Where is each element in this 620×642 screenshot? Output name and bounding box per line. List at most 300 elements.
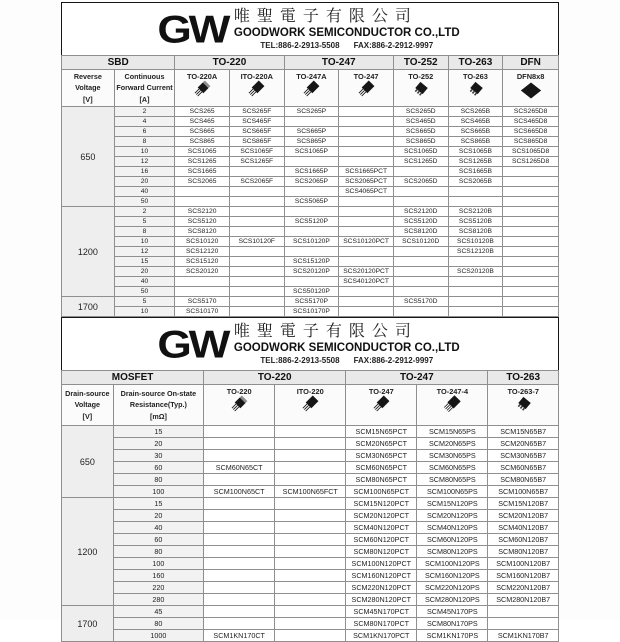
part-number-cell: SCM220N120PCT (346, 582, 417, 594)
empty-cell (503, 297, 559, 307)
table-row (62, 582, 559, 594)
part-number-cell: SCM80N65PS (417, 474, 488, 486)
part-number-cell: SCS50120P (284, 287, 339, 297)
company-header (61, 2, 559, 55)
package-header-to-263-7 (488, 385, 559, 426)
group-header-to-263: TO-263 (488, 371, 559, 385)
empty-cell (275, 546, 346, 558)
empty-cell (284, 207, 339, 217)
table-row (62, 450, 559, 462)
part-number-cell: SCM60N65PCT (346, 462, 417, 474)
empty-cell (503, 217, 559, 227)
empty-cell (284, 247, 339, 257)
part-number-cell: SCS10170P (284, 307, 339, 317)
part-number-cell: SCS665D (393, 127, 448, 137)
rating-cell: 2 (114, 107, 175, 117)
empty-cell (229, 277, 284, 287)
empty-cell (448, 307, 503, 317)
part-number-cell: SCM1KN170PS (417, 630, 488, 642)
part-number-cell: SCS1265 (175, 157, 230, 167)
part-number-cell: SCM80N170PCT (346, 618, 417, 630)
empty-cell (448, 297, 503, 307)
part-number-cell: SCS10120F (229, 237, 284, 247)
empty-cell (204, 606, 275, 618)
part-number-cell: SCM160N120PCT (346, 570, 417, 582)
part-number-cell: SCS2120 (175, 207, 230, 217)
sbd-product-table (61, 55, 559, 317)
table-row (62, 438, 559, 450)
rating-cell: 50 (114, 197, 175, 207)
part-number-cell: SCS1665PCT (339, 167, 394, 177)
rating-cell: 12 (114, 247, 175, 257)
rating-cell: 1000 (113, 630, 203, 642)
table-row (62, 486, 559, 498)
rating-cell: 40 (114, 187, 175, 197)
empty-cell (488, 618, 559, 630)
empty-cell (339, 247, 394, 257)
voltage-cell: 1700 (62, 606, 114, 642)
part-number-cell: SCM100N65PS (417, 486, 488, 498)
voltage-column-header: Drain-source Voltage [V] (62, 385, 114, 426)
part-number-cell: SCM15N120PS (417, 498, 488, 510)
company-fax: FAX:886-2-2912-9997 (353, 40, 434, 50)
table-row (62, 137, 559, 147)
rating-cell: 20 (114, 177, 175, 187)
empty-cell (229, 187, 284, 197)
table-row (62, 510, 559, 522)
part-number-cell: SCS40120PCT (339, 277, 394, 287)
part-number-cell: SCS2065PCT (339, 177, 394, 187)
part-number-cell: SCS2065P (284, 177, 339, 187)
part-number-cell: SCM20N65PCT (346, 438, 417, 450)
part-number-cell: SCS1665B (448, 167, 503, 177)
package-label: TO-247A (296, 72, 327, 81)
empty-cell (503, 267, 559, 277)
part-number-cell: SCM20N120PS (417, 510, 488, 522)
empty-cell (204, 450, 275, 462)
ito-220-icon (275, 397, 345, 413)
empty-cell (393, 287, 448, 297)
part-number-cell: SCS20120B (448, 267, 503, 277)
part-number-cell: SCS8120 (175, 227, 230, 237)
part-number-cell: SCS665P (284, 127, 339, 137)
part-number-cell: SCM1KN170CT (204, 630, 275, 642)
part-number-cell: SCS5120P (284, 217, 339, 227)
group-header-dfn: DFN (503, 56, 559, 70)
table-row (62, 207, 559, 217)
rating-cell: 30 (113, 450, 203, 462)
package-label: TO-247 (368, 387, 394, 396)
empty-cell (339, 307, 394, 317)
rating-cell: 160 (113, 570, 203, 582)
part-number-cell: SCS465D (393, 117, 448, 127)
empty-cell (339, 117, 394, 127)
part-number-cell: SCS20120P (284, 267, 339, 277)
empty-cell (284, 187, 339, 197)
empty-cell (503, 187, 559, 197)
part-number-cell: SCS265P (284, 107, 339, 117)
empty-cell (204, 582, 275, 594)
company-name-zh: 唯聖電子有限公司 (233, 8, 418, 26)
empty-cell (275, 594, 346, 606)
part-number-cell: SCS665D8 (503, 127, 559, 137)
package-label: ITO-220A (240, 72, 273, 81)
table-row (62, 277, 559, 287)
empty-cell (488, 606, 559, 618)
part-number-cell: SCM100N65FCT (275, 486, 346, 498)
empty-cell (275, 438, 346, 450)
package-label: DFN8x8 (516, 72, 545, 81)
rating-cell: 80 (113, 474, 203, 486)
part-number-cell: SCS10120B (448, 237, 503, 247)
empty-cell (393, 257, 448, 267)
empty-cell (393, 267, 448, 277)
part-number-cell: SCM15N65PS (417, 426, 488, 438)
voltage-cell: 1700 (62, 297, 115, 317)
part-number-cell: SCS1265B (448, 157, 503, 167)
empty-cell (275, 510, 346, 522)
empty-cell (275, 450, 346, 462)
empty-cell (229, 227, 284, 237)
company-name-zh: 唯聖電子有限公司 (233, 323, 418, 341)
group-header-sbd: SBD (62, 56, 175, 70)
empty-cell (448, 287, 503, 297)
empty-cell (275, 498, 346, 510)
part-number-cell: SCS1065 (175, 147, 230, 157)
part-number-cell: SCM20N120PCT (346, 510, 417, 522)
table-row (62, 177, 559, 187)
table-row (62, 462, 559, 474)
part-number-cell: SCS1065F (229, 147, 284, 157)
part-number-cell: SCM280N120PS (417, 594, 488, 606)
part-number-cell: SCM20N120B7 (488, 510, 559, 522)
part-number-cell: SCM80N65B7 (488, 474, 559, 486)
part-number-cell: SCS1265D (393, 157, 448, 167)
part-number-cell: SCM80N120PCT (346, 546, 417, 558)
rating-cell: 20 (113, 510, 203, 522)
rating-cell: 280 (113, 594, 203, 606)
rating-cell: 10 (114, 147, 175, 157)
empty-cell (275, 630, 346, 642)
part-number-cell: SCM100N120B7 (488, 558, 559, 570)
dfn8x8-icon (503, 82, 558, 99)
empty-cell (229, 297, 284, 307)
package-header-to-220a (175, 70, 230, 107)
part-number-cell: SCS5170 (175, 297, 230, 307)
part-number-cell: SCM280N120B7 (488, 594, 559, 606)
table-row (62, 117, 559, 127)
package-header-to-247-4 (417, 385, 488, 426)
part-number-cell: SCM80N65PCT (346, 474, 417, 486)
company-name-en: GOODWORK SEMICONDUCTOR CO.,LTD (233, 26, 460, 39)
parameter-column-header: Drain-source On-state Resistance(Typ.) [mΩ] (113, 385, 203, 426)
empty-cell (275, 522, 346, 534)
empty-cell (175, 197, 230, 207)
part-number-cell: SCS4065PCT (339, 187, 394, 197)
empty-cell (275, 618, 346, 630)
empty-cell (229, 247, 284, 257)
rating-cell: 50 (114, 287, 175, 297)
empty-cell (204, 522, 275, 534)
part-number-cell: SCS1065D (393, 147, 448, 157)
part-number-cell: SCS8120B (448, 227, 503, 237)
empty-cell (503, 197, 559, 207)
part-number-cell: SCM45N170PCT (346, 606, 417, 618)
part-number-cell: SCM160N120B7 (488, 570, 559, 582)
package-header-ito-220a (229, 70, 284, 107)
rating-cell: 12 (114, 157, 175, 167)
table-row (62, 187, 559, 197)
company-fax: FAX:886-2-2912-9997 (353, 355, 434, 365)
part-number-cell: SCS2065F (229, 177, 284, 187)
part-number-cell: SCM60N120B7 (488, 534, 559, 546)
part-number-cell: SCS5170D (393, 297, 448, 307)
rating-cell: 80 (113, 546, 203, 558)
table-row (62, 197, 559, 207)
package-header-dfn8x8 (503, 70, 559, 107)
empty-cell (503, 227, 559, 237)
table-row (62, 227, 559, 237)
empty-cell (503, 177, 559, 187)
part-number-cell: SCM15N120PCT (346, 498, 417, 510)
package-header-to-263 (448, 70, 503, 107)
empty-cell (284, 157, 339, 167)
part-number-cell: SCS865D8 (503, 137, 559, 147)
part-number-cell: SCS5120D (393, 217, 448, 227)
empty-cell (275, 582, 346, 594)
empty-cell (284, 117, 339, 127)
part-number-cell: SCS265F (229, 107, 284, 117)
mosfet-section (61, 317, 559, 642)
rating-cell: 40 (114, 277, 175, 287)
empty-cell (393, 187, 448, 197)
table-row (62, 474, 559, 486)
voltage-cell: 650 (62, 426, 114, 498)
empty-cell (275, 570, 346, 582)
part-number-cell: SCS10170 (175, 307, 230, 317)
rating-cell: 6 (114, 127, 175, 137)
to-252-icon (394, 82, 448, 98)
package-label: TO-263-7 (507, 387, 539, 396)
table-row (62, 167, 559, 177)
part-number-cell: SCM60N65B7 (488, 462, 559, 474)
empty-cell (204, 426, 275, 438)
package-header-to-247a (284, 70, 339, 107)
part-number-cell: SCS2120B (448, 207, 503, 217)
empty-cell (204, 546, 275, 558)
part-number-cell: SCM20N65PS (417, 438, 488, 450)
empty-cell (229, 167, 284, 177)
group-header-to-263: TO-263 (448, 56, 503, 70)
empty-cell (204, 594, 275, 606)
part-number-cell: SCS2065 (175, 177, 230, 187)
part-number-cell: SCM30N65PS (417, 450, 488, 462)
part-number-cell: SCS265 (175, 107, 230, 117)
part-number-cell: SCS465D8 (503, 117, 559, 127)
to-220-icon (204, 397, 274, 413)
table-row (62, 498, 559, 510)
empty-cell (284, 227, 339, 237)
part-number-cell: SCM45N170PS (417, 606, 488, 618)
part-number-cell: SCM280N120PCT (346, 594, 417, 606)
package-header-to-252 (393, 70, 448, 107)
empty-cell (229, 307, 284, 317)
part-number-cell: SCS5120 (175, 217, 230, 227)
package-label: TO-263 (462, 72, 488, 81)
empty-cell (229, 217, 284, 227)
empty-cell (393, 197, 448, 207)
parameter-column-header: Continuous Forward Current [A] (114, 70, 175, 107)
package-label: TO-220A (186, 72, 218, 81)
package-header-to-247 (346, 385, 417, 426)
rating-cell: 2 (114, 207, 175, 217)
package-label: TO-252 (408, 72, 434, 81)
part-number-cell: SCM40N120PS (417, 522, 488, 534)
table-row (62, 594, 559, 606)
empty-cell (448, 277, 503, 287)
part-number-cell: SCM100N65PCT (346, 486, 417, 498)
voltage-cell: 1200 (62, 498, 114, 606)
part-number-cell: SCM220N120B7 (488, 582, 559, 594)
part-number-cell: SCM1KN170PCT (346, 630, 417, 642)
part-number-cell: SCS865D (393, 137, 448, 147)
empty-cell (175, 277, 230, 287)
part-number-cell: SCS5065P (284, 197, 339, 207)
part-number-cell: SCM100N65CT (204, 486, 275, 498)
table-row (62, 606, 559, 618)
company-tel: TEL:886-2-2913-5508 (260, 40, 340, 50)
part-number-cell: SCS10120P (284, 237, 339, 247)
to-247-icon (346, 397, 416, 413)
table-row (62, 287, 559, 297)
empty-cell (339, 127, 394, 137)
empty-cell (275, 474, 346, 486)
part-number-cell: SCS1065B (448, 147, 503, 157)
table-row (62, 157, 559, 167)
table-row (62, 247, 559, 257)
part-number-cell: SCS465 (175, 117, 230, 127)
part-number-cell: SCS2065B (448, 177, 503, 187)
package-label: ITO-220 (296, 387, 324, 396)
part-number-cell: SCM15N120B7 (488, 498, 559, 510)
rating-cell: 100 (113, 486, 203, 498)
gw-logo: GW (157, 321, 228, 366)
part-number-cell: SCS2065D (393, 177, 448, 187)
part-number-cell: SCM15N65PCT (346, 426, 417, 438)
empty-cell (503, 207, 559, 217)
rating-cell: 60 (113, 534, 203, 546)
empty-cell (339, 257, 394, 267)
empty-cell (204, 618, 275, 630)
part-number-cell: SCS1665 (175, 167, 230, 177)
part-number-cell: SCM80N170PS (417, 618, 488, 630)
empty-cell (503, 167, 559, 177)
mosfet-table-mount (61, 370, 559, 642)
empty-cell (339, 147, 394, 157)
rating-cell: 10 (114, 307, 175, 317)
empty-cell (393, 307, 448, 317)
part-number-cell: SCM40N120B7 (488, 522, 559, 534)
part-number-cell: SCS865F (229, 137, 284, 147)
table-row (62, 630, 559, 642)
empty-cell (503, 237, 559, 247)
empty-cell (503, 287, 559, 297)
part-number-cell: SCS20120 (175, 267, 230, 277)
package-label: TO-247 (353, 72, 379, 81)
part-number-cell: SCS15120P (284, 257, 339, 267)
part-number-cell: SCM60N65PS (417, 462, 488, 474)
empty-cell (503, 307, 559, 317)
empty-cell (339, 227, 394, 237)
rating-cell: 40 (113, 522, 203, 534)
part-number-cell: SCS265D (393, 107, 448, 117)
group-header-to-220: TO-220 (204, 371, 346, 385)
part-number-cell: SCM160N120PS (417, 570, 488, 582)
company-contact (234, 41, 460, 50)
rating-cell: 60 (113, 462, 203, 474)
empty-cell (339, 107, 394, 117)
package-header-to-247 (339, 70, 394, 107)
part-number-cell: SCM15N65B7 (488, 426, 559, 438)
part-number-cell: SCS665F (229, 127, 284, 137)
part-number-cell: SCS2120D (393, 207, 448, 217)
part-number-cell: SCS20120PCT (339, 267, 394, 277)
part-number-cell: SCM40N120PCT (346, 522, 417, 534)
table-row (62, 307, 559, 317)
empty-cell (204, 474, 275, 486)
rating-cell: 20 (114, 267, 175, 277)
empty-cell (339, 197, 394, 207)
voltage-cell: 650 (62, 107, 115, 207)
part-number-cell: SCS465F (229, 117, 284, 127)
empty-cell (339, 157, 394, 167)
part-number-cell: SCM100N120PS (417, 558, 488, 570)
part-number-cell: SCM100N65B7 (488, 486, 559, 498)
table-row (62, 267, 559, 277)
table-row (62, 570, 559, 582)
sbd-table-mount (61, 55, 559, 317)
table-row (62, 546, 559, 558)
part-number-cell: SCS12120 (175, 247, 230, 257)
part-number-cell: SCS465B (448, 117, 503, 127)
part-number-cell: SCS12120B (448, 247, 503, 257)
empty-cell (229, 287, 284, 297)
empty-cell (339, 207, 394, 217)
company-contact (234, 356, 460, 365)
table-row (62, 217, 559, 227)
empty-cell (339, 217, 394, 227)
empty-cell (204, 438, 275, 450)
part-number-cell: SCM20N65B7 (488, 438, 559, 450)
group-header-to-247: TO-247 (284, 56, 393, 70)
empty-cell (204, 510, 275, 522)
part-number-cell: SCS10120D (393, 237, 448, 247)
part-number-cell: SCM30N65B7 (488, 450, 559, 462)
empty-cell (275, 606, 346, 618)
rating-cell: 20 (113, 438, 203, 450)
part-number-cell: SCS865 (175, 137, 230, 147)
rating-cell: 15 (113, 426, 203, 438)
table-row (62, 534, 559, 546)
package-label: TO-220 (226, 387, 252, 396)
empty-cell (204, 534, 275, 546)
part-number-cell: SCS665B (448, 127, 503, 137)
empty-cell (275, 534, 346, 546)
table-row (62, 107, 559, 117)
mosfet-product-table (61, 370, 559, 642)
company-tel: TEL:886-2-2913-5508 (260, 355, 340, 365)
package-label: TO-247-4 (436, 387, 469, 396)
